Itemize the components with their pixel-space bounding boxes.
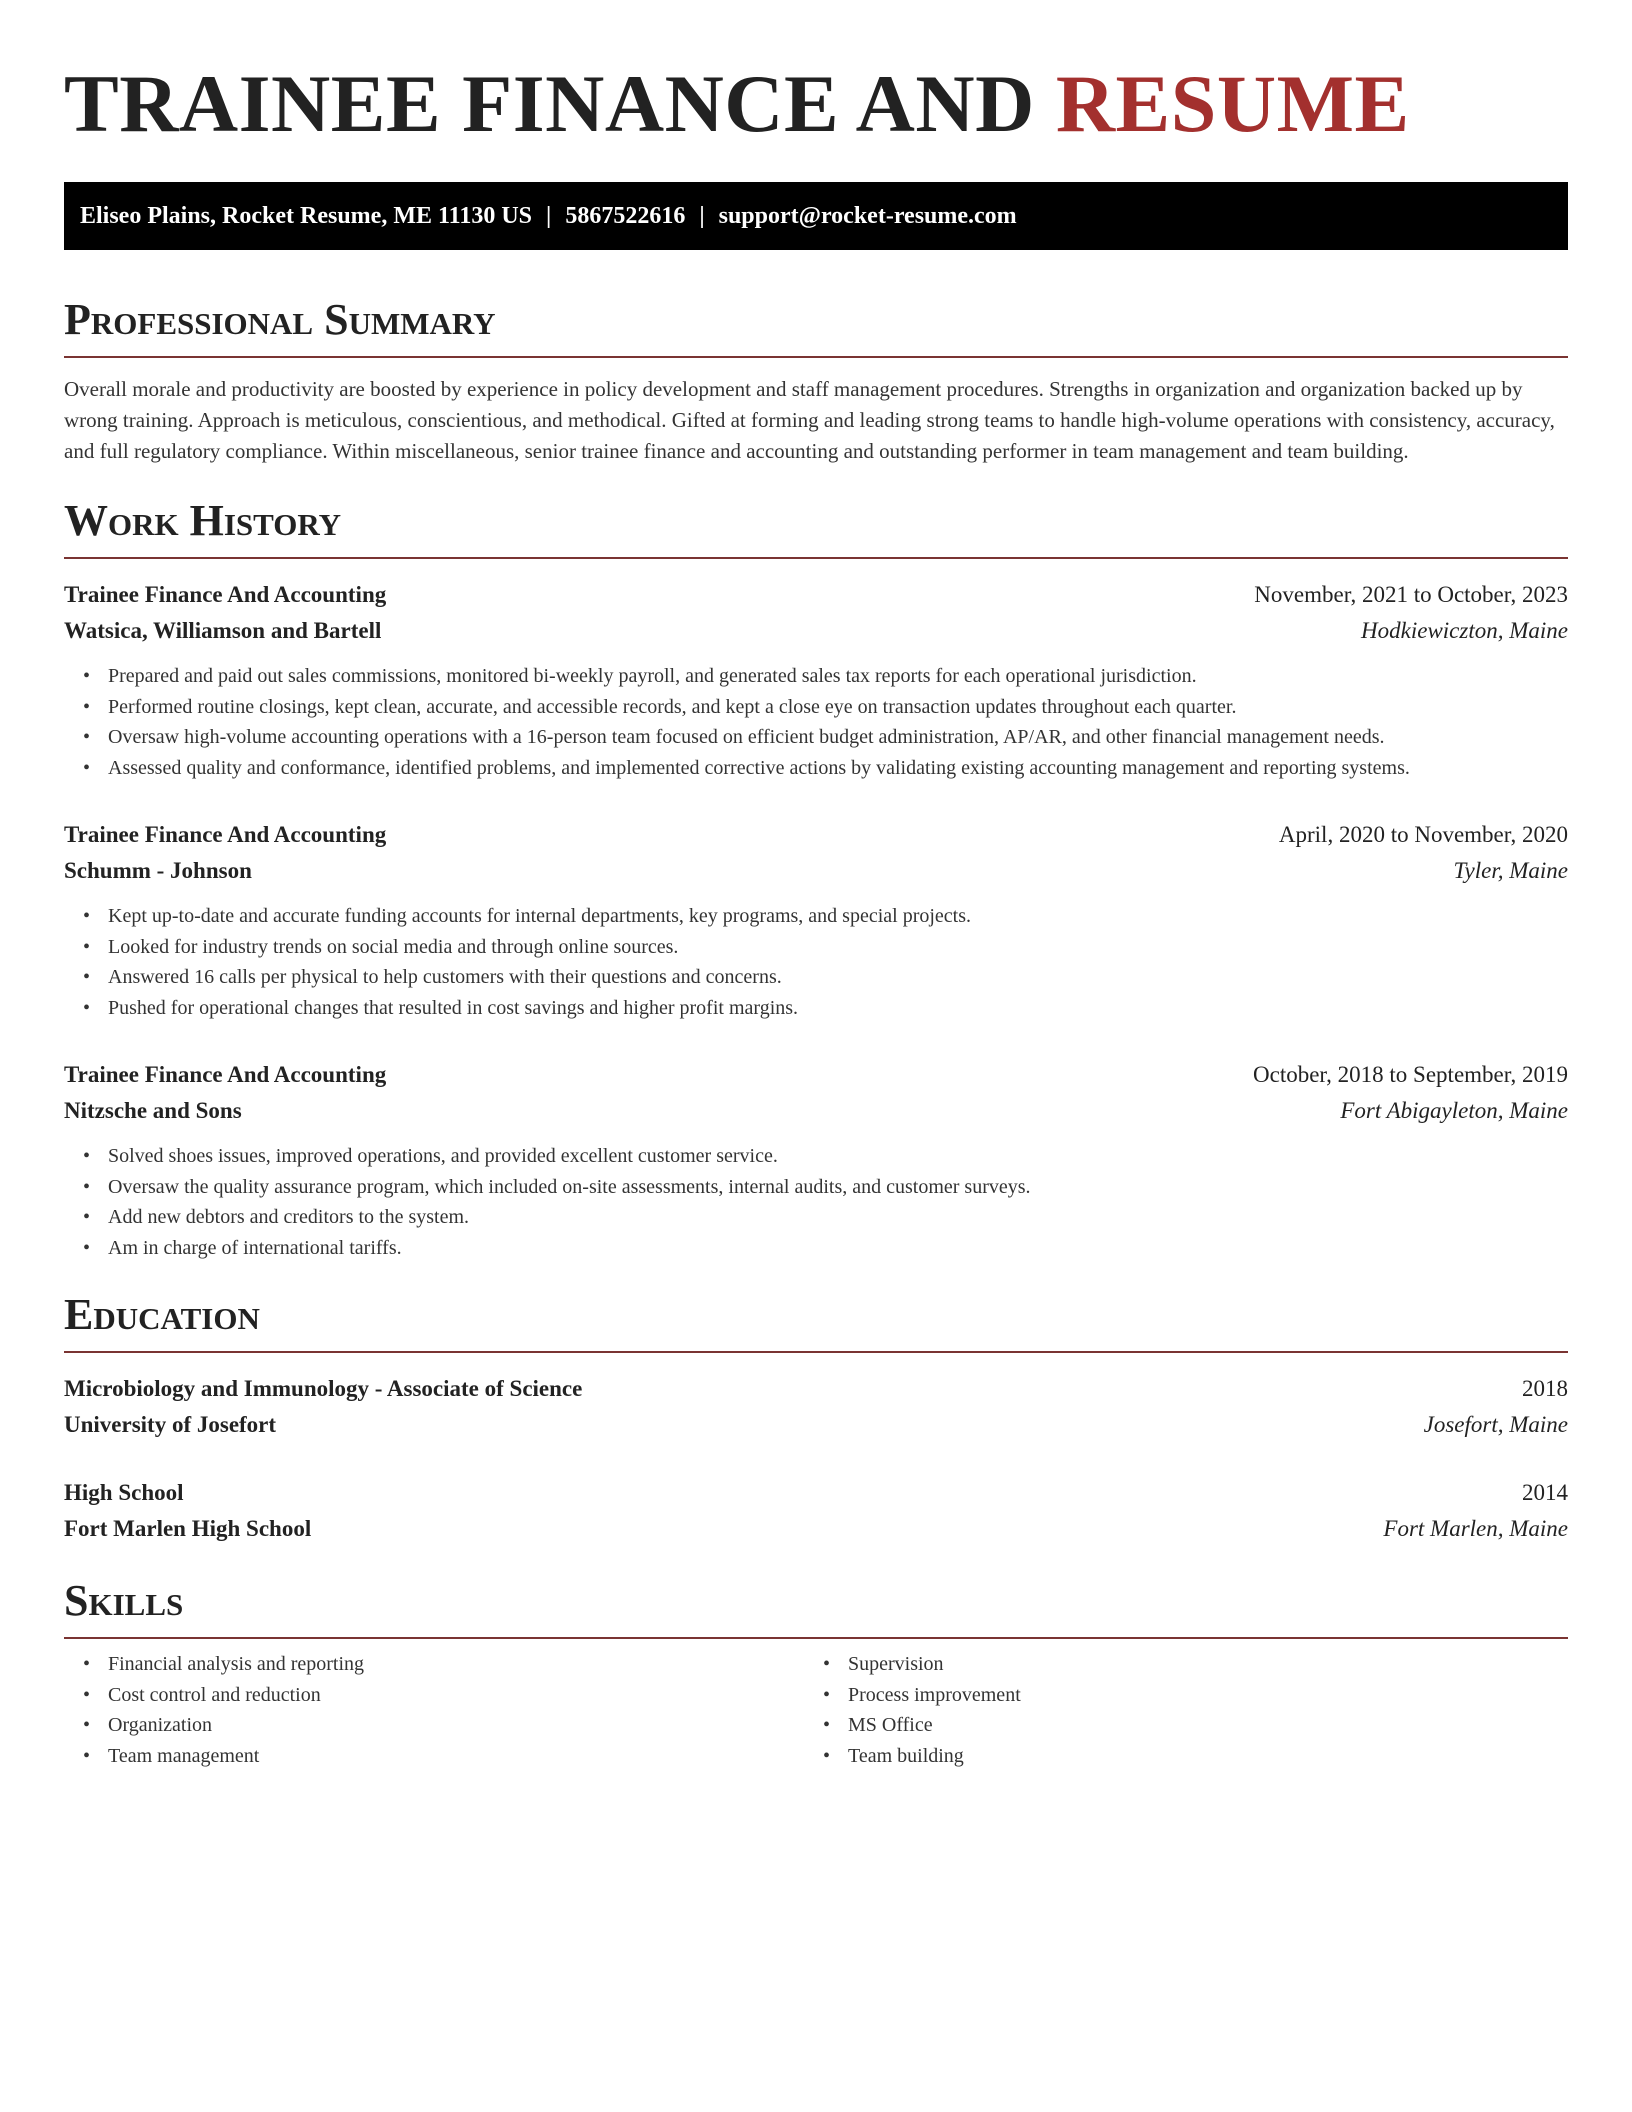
skills-list [64,1649,804,1771]
section-divider [64,1351,1568,1353]
job-bullet: • Oversaw high-volume accounting operations with a 16-person team focused on efficient budget administration, AP/AR, and other financial management needs. [108,722,1568,753]
education-location: Fort Marlen, Maine [1383,1516,1568,1541]
contact-email[interactable]: support@rocket-resume.com [718,202,1017,229]
job-location: Fort Abigayleton, Maine [1340,1098,1568,1123]
summary-text: Overall morale and productivity are boosted by experience in policy development and staff management procedures. Strengths in organization and organization backed up by wrong training. Approach is meticulous, conscientious, and methodical. Gifted at forming and leading strong teams to handle high-volume operations with consistency, accuracy, and full regulatory compliance. Within miscellaneous, senior trainee finance and accounting and outstanding performer in team management and team building. [64,377,1555,463]
job-dates: April, 2020 to November, 2020 [1278,822,1568,847]
title-main: TRAINEE FINANCE AND [64,58,1035,149]
job-bullet: • Add new debtors and creditors to the system. [108,1202,1568,1233]
education-degree: Microbiology and Immunology - Associate of Science [64,1376,583,1401]
job-location: Hodkiewiczton, Maine [1361,618,1568,643]
resume-title [64,56,1568,152]
skill-item: • MS Office [848,1710,1544,1741]
work-history-heading: Work History [64,496,342,545]
contact-address: Eliseo Plains, Rocket Resume, ME 11130 US [80,202,533,229]
job-bullet: • Solved shoes issues, improved operations, and provided excellent customer service. [108,1141,1568,1172]
job-bullet: • Answered 16 calls per physical to help customers with their questions and concerns. [108,962,1568,993]
section-divider [64,1637,1568,1639]
section-divider [64,557,1568,559]
education-year: 2014 [1522,1480,1568,1505]
job-entry [64,817,1568,1023]
skill-item: • Team management [108,1741,804,1772]
job-title: Trainee Finance And Accounting [64,1062,387,1087]
skill-item: • Process improvement [848,1680,1544,1711]
section-divider [64,356,1568,358]
job-bullet: • Pushed for operational changes that resulted in cost savings and higher profit margins. [108,993,1568,1024]
job-company: Nitzsche and Sons [64,1098,242,1123]
job-bullet: • Looked for industry trends on social media and through online sources. [108,932,1568,963]
job-bullet: • Prepared and paid out sales commissions, monitored bi-weekly payroll, and generated sales tax reports for each operational jurisdiction. [108,661,1568,692]
contact-separator: | [699,202,705,229]
skills-list [804,1649,1544,1771]
job-entry [64,1057,1568,1263]
skills-grid [64,1649,1568,1771]
skill-item: • Organization [108,1710,804,1741]
job-title: Trainee Finance And Accounting [64,822,387,847]
job-bullet: • Performed routine closings, kept clean, accurate, and accessible records, and kept a close eye on transaction updates throughout each quarter. [108,692,1568,723]
job-bullet: • Oversaw the quality assurance program, which included on-site assessments, internal audits, and customer surveys. [108,1172,1568,1203]
skills-heading: Skills [64,1576,184,1625]
education-entry [64,1475,1568,1547]
education-degree: High School [64,1480,184,1505]
skill-item: • Cost control and reduction [108,1680,804,1711]
skill-item: • Financial analysis and reporting [108,1649,804,1680]
skills-column-right [804,1649,1544,1771]
job-dates: October, 2018 to September, 2019 [1253,1062,1568,1087]
job-bullet: • Am in charge of international tariffs. [108,1233,1568,1264]
skills-column-left [64,1649,804,1771]
job-company: Schumm - Johnson [64,858,252,883]
job-dates: November, 2021 to October, 2023 [1254,582,1568,607]
job-title: Trainee Finance And Accounting [64,582,387,607]
job-bullets [64,901,1568,1023]
job-entry [64,577,1568,783]
contact-separator: | [546,202,552,229]
summary-heading: Professional Summary [64,295,496,344]
job-company: Watsica, Williamson and Bartell [64,618,382,643]
job-bullet: • Assessed quality and conformance, identified problems, and implemented corrective actions by validating existing accounting management and reporting systems. [108,753,1568,784]
education-school: University of Josefort [64,1412,277,1437]
job-bullets [64,661,1568,783]
contact-bar [64,182,1568,250]
title-accent: RESUME [1055,58,1410,149]
skill-item: • Supervision [848,1649,1544,1680]
job-location: Tyler, Maine [1453,858,1568,883]
skill-item: • Team building [848,1741,1544,1772]
education-heading: Education [64,1290,260,1339]
contact-phone[interactable]: 5867522616 [565,202,686,229]
education-year: 2018 [1522,1376,1568,1401]
education-school: Fort Marlen High School [64,1516,312,1541]
education-entry [64,1371,1568,1443]
job-bullet: • Kept up-to-date and accurate funding accounts for internal departments, key programs, and special projects. [108,901,1568,932]
job-bullets [64,1141,1568,1263]
education-location: Josefort, Maine [1423,1412,1568,1437]
